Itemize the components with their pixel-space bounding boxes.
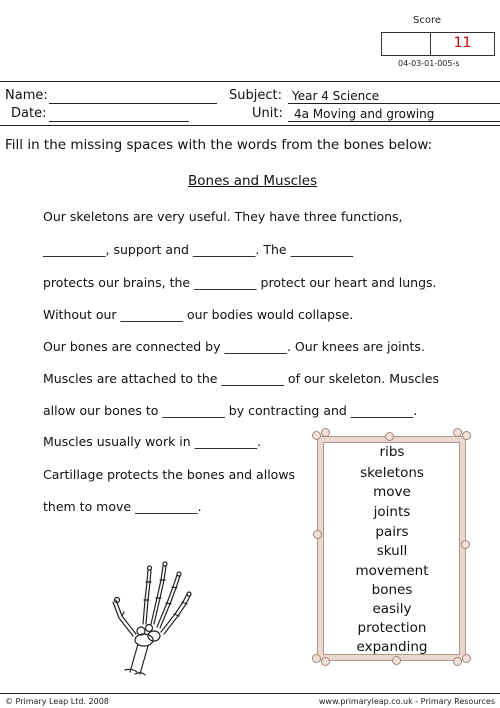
name-field[interactable] (49, 103, 217, 104)
word-bank-item: bones (371, 582, 413, 598)
word-bank-item: expanding (356, 639, 428, 655)
subject-label: Subject: (229, 88, 282, 103)
word-bank-item: pairs (375, 524, 409, 540)
word-bank-item: skeletons (360, 465, 424, 481)
text-line: Our skeletons are very useful. They have three functions, (43, 209, 403, 224)
word-bank-item: protection (357, 620, 427, 636)
unit-value: 4a Moving and growing (294, 107, 435, 121)
header-top-rule (0, 81, 500, 82)
subject-value: Year 4 Science (292, 89, 380, 103)
text-line: Our bones are connected by __________. Our knees are joints. (43, 339, 425, 354)
score-box (381, 32, 495, 56)
text-line: allow our bones to __________ by contracting and __________. (43, 403, 418, 418)
bone-knob (462, 654, 471, 663)
bone-knob (462, 431, 471, 440)
worksheet-code: 04-03-01-005-s (398, 59, 460, 68)
date-field[interactable] (49, 121, 189, 122)
word-bank-item: joints (373, 504, 411, 520)
date-label: Date: (11, 106, 47, 121)
instruction-text: Fill in the missing spaces with the words from the bones below: (5, 137, 433, 153)
bone-knob (312, 431, 321, 440)
text-line: Muscles are attached to the __________ of our skeleton. Muscles (43, 371, 439, 386)
bone-knob (312, 654, 321, 663)
text-line: Muscles usually work in __________. (43, 434, 262, 449)
name-label: Name: (5, 88, 48, 103)
bone-knob (321, 428, 330, 437)
bone-knob (321, 657, 330, 666)
text-line: them to move __________. (43, 499, 202, 514)
footer-copyright: © Primary Leap Ltd. 2008 (5, 697, 109, 706)
score-label: Score (413, 15, 442, 26)
worksheet-title: Bones and Muscles (188, 173, 318, 189)
hand-skeleton-illustration (108, 548, 194, 676)
word-bank-item: ribs (379, 444, 405, 460)
bone-knob (392, 656, 401, 665)
word-bank-item: move (373, 484, 411, 500)
footer-website: www.primaryleap.co.uk - Primary Resources (318, 697, 495, 706)
subject-field-line (288, 103, 500, 104)
word-bank-item: skull (376, 543, 408, 559)
text-line: __________, support and __________. The __________ (43, 242, 354, 257)
text-line: Cartillage protects the bones and allows (43, 467, 296, 482)
bone-knob (461, 540, 470, 549)
text-line: Without our __________ our bodies would collapse. (43, 307, 354, 322)
score-value: 11 (453, 35, 472, 51)
footer-rule (0, 693, 500, 694)
unit-label: Unit: (252, 106, 283, 121)
unit-field-line (288, 121, 500, 122)
bone-knob (313, 530, 322, 539)
bone-knob (453, 657, 462, 666)
word-bank-item: easily (372, 601, 412, 617)
word-bank-item: movement (355, 563, 429, 579)
bone-knob (453, 428, 462, 437)
text-line: protects our brains, the __________ protect our heart and lungs. (43, 275, 437, 290)
bone-knob (385, 432, 394, 441)
header-bottom-rule (0, 125, 500, 126)
